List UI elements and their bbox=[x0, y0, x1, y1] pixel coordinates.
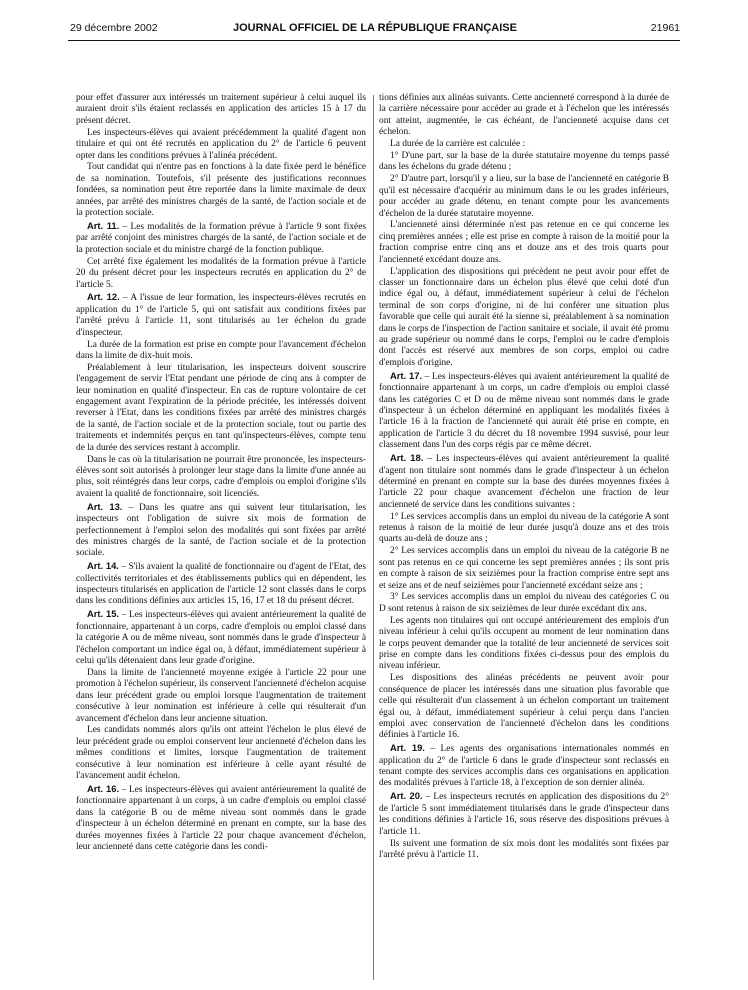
paragraph bbox=[76, 455, 366, 501]
paragraph bbox=[379, 742, 669, 790]
paragraph-text: La durée de la carrière est calculée : bbox=[390, 139, 526, 150]
paragraph bbox=[379, 151, 669, 174]
paragraph-text: – Les inspecteurs recrutés en application des dispositions du 2° de l'article 5 sont immédiatement titularisés dans le grade d'inspecteur dans les conditions définies à l'article 16, sous réserve des dispositions prévues à l'article 11. bbox=[379, 792, 669, 837]
article-number: Art. 18. bbox=[390, 452, 424, 464]
paragraph-text: – Dans les quatre ans qui suivent leur titularisation, les inspecteurs ont l'obligation de suivre six mois de formation de perfectionnement à l'emploi selon des modalités qui sont fixées par arrêté des ministres chargés de la santé, de l'action sociale et de la protection sociale. bbox=[76, 502, 366, 559]
paragraph-text: tions définies aux alinéas suivants. Cette ancienneté correspond à la durée de la carrière nécessaire pour accéder au grade et à l'échelon que les intéressés ont atteint, augmentée, le cas échéant, de l'ancienneté acquise dans cet échelon. bbox=[379, 93, 669, 138]
header-rule bbox=[68, 40, 680, 41]
paragraph bbox=[379, 452, 669, 511]
paragraph-text: 1° D'une part, sur la base de la durée statutaire moyenne du temps passé dans les échelons du grade détenu ; bbox=[379, 151, 669, 173]
paragraph-text: Dans le cas où la titularisation ne pourrait être prononcée, les inspecteurs-élèves sont soit autorisés à prolonger leur stage dans la limite d'une année au plus, soit réintégrés dans leur corps, cadre d'emplois ou emploi d'origine s'ils avaient la qualité de fonctionnaire, soit licenciés. bbox=[76, 454, 366, 499]
article-number: Art. 14. bbox=[87, 560, 119, 572]
paragraph-text: 2° Les services accomplis dans un emploi du niveau de la catégorie B ne sont pas retenus en ce qui concerne les sept premières années ; ils sont pris en compte à raison de six seizièmes pour la fraction comprise entre sept ans et seize ans et de neuf seizièmes pour l'ancienneté excédant seize ans ; bbox=[379, 546, 669, 591]
paragraph bbox=[76, 291, 366, 339]
paragraph-text: Ils suivent une formation de six mois dont les modalités sont fixées par l'arrêté prévu à l'article 11. bbox=[379, 838, 669, 860]
left-column bbox=[76, 93, 366, 985]
paragraph bbox=[379, 139, 669, 150]
paragraph bbox=[76, 257, 366, 291]
article-number: Art. 16. bbox=[87, 782, 120, 794]
paragraph-text: Cet arrêté fixe également les modalités de la formation prévue à l'article 20 du présent décret pour les inspecteurs recrutés en application du 2° de l'article 5. bbox=[76, 256, 366, 290]
paragraph bbox=[379, 267, 669, 370]
paragraph bbox=[379, 512, 669, 546]
paragraph-text: pour effet d'assurer aux intéressés un traitement supérieur à celui auquel ils auraient droit s'ils étaient reclassés en application des articles 15 à 17 du présent décret. bbox=[76, 93, 366, 126]
paragraph bbox=[76, 363, 366, 454]
paragraph bbox=[76, 668, 366, 725]
paragraph bbox=[76, 725, 366, 782]
paragraph-text: – Les inspecteurs-élèves qui avaient antérieurement la qualité de fonctionnaire appartenant à un corps, un cadre d'emplois ou emploi classé dans les catégories C et D ou de même niveau sont nommés dans le grade d'inspecteur à un échelon déterminé en appliquant les modalités fixées à l'article 16 à la fraction de l'ancienneté qui aurait été prise en compte, en application de l'article 3 du décret du 18 novembre 1994 susvisé, pour leur classement dans l'un des corps régis par ce même décret. bbox=[379, 371, 669, 451]
paragraph bbox=[76, 340, 366, 363]
issue-date: 29 décembre 2002 bbox=[70, 22, 158, 34]
article-number: Art. 12. bbox=[87, 291, 120, 303]
paragraph-text: – A l'issue de leur formation, les inspecteurs-élèves recrutés en application du 1° de l'article 5, qui ont satisfait aux conditions fixées par l'arrêté prévu à l'article 11, sont titularisés au 1er échelon du grade d'inspecteur. bbox=[76, 293, 366, 338]
right-column bbox=[379, 93, 669, 985]
paragraph-text: Dans la limite de l'ancienneté moyenne exigée à l'article 22 pour une promotion à l'échelon supérieur, ils conservent l'ancienneté d'échelon acquise dans leur précédent grade ou emploi lorsque l'augmentation de traitement consécutive à leur nomination est inférieure à celle qui résulterait d'un avancement d'échelon dans leur ancienne situation. bbox=[76, 667, 366, 724]
article-number: Art. 20. bbox=[390, 790, 423, 802]
paragraph bbox=[379, 673, 669, 741]
article-number: Art. 13. bbox=[87, 500, 123, 512]
paragraph bbox=[379, 174, 669, 220]
page-header bbox=[70, 22, 680, 36]
paragraph-text: – Les inspecteurs-élèves qui avaient antérieurement la qualité de fonctionnaire, appartenant à un corps, cadre d'emplois ou emploi classé dans la catégorie A ou de même niveau, sont nommés dans le grade d'inspecteur à l'échelon comportant un indice égal ou, à défaut, immédiatement supérieur à celui qu'ils détenaient dans leur grade d'origine. bbox=[76, 610, 366, 666]
paragraph bbox=[379, 93, 669, 139]
paragraph-text: Tout candidat qui n'entre pas en fonctions à la date fixée perd le bénéfice de sa nomination. Toutefois, s'il présente des justifications reconnues fondées, sa nomination peut être reportée dans la limite maximale de deux années, par arrêté des ministres chargés de la santé, de l'action sociale et de la protection sociale. bbox=[76, 162, 366, 219]
paragraph-text: – Les modalités de la formation prévue à l'article 9 sont fixées par arrêté conjoint des ministres chargés de la santé, de l'action sociale et de la protection sociale et du ministre chargé de la fonction publique. bbox=[76, 221, 366, 255]
article-number: Art. 15. bbox=[87, 608, 120, 620]
paragraph-text: – Les inspecteurs-élèves qui avaient antérieurement la qualité de fonctionnaire appartenant à un corps, à un cadre d'emplois ou emploi classé dans la catégorie B ou de même niveau sont nommés dans le grade d'inspecteur à un échelon déterminé en prenant en compte, sur la base des durées moyennes fixées à l'article 22 pour chaque avancement d'échelon, leur ancienneté dans cette catégorie dans les condi- bbox=[76, 784, 366, 852]
paragraph-text: Les agents non titulaires qui ont occupé antérieurement des emplois d'un niveau inférieur à celui qu'ils occupent au moment de leur nomination dans le corps peuvent demander que la totalité de leur ancienneté de services soit prise en compte dans les conditions fixées ci-dessus pour des emplois du niveau inférieur. bbox=[379, 615, 669, 672]
paragraph bbox=[76, 128, 366, 162]
paragraph bbox=[76, 501, 366, 560]
paragraph-text: L'application des dispositions qui précèdent ne peut avoir pour effet de classer un fonctionnaire dans un échelon plus élevé que celui doté d'un indice égal ou, à défaut, immédiatement supérieur à celui de l'échelon terminal de son corps d'origine, ni de lui conférer une situation plus favorable que celle qui aurait été la sienne si, préalablement à sa nomination dans le corps de l'inspection de l'action sanitaire et sociale, il avait été promu au grade supérieur ou nommé dans le corps, l'emploi ou le cadre d'emplois dont l'accès est réservé aux membres de son corps, emploi ou cadre d'emplois d'origine. bbox=[379, 266, 669, 368]
paragraph-text: Les dispositions des alinéas précédents ne peuvent avoir pour conséquence de placer les intéressés dans une situation plus favorable que celle qui résulterait d'un classement à un échelon comportant un traitement égal ou, à défaut, immédiatement supérieur à celui perçu dans l'ancien emploi avec conservation de l'ancienneté d'échelon dans les conditions définies à l'article 16. bbox=[379, 673, 669, 741]
paragraph-text: Préalablement à leur titularisation, les inspecteurs doivent souscrire l'engagement de servir l'Etat pendant une période de cinq ans à compter de leur nomination en qualité d'inspecteur. En cas de rupture volontaire de cet engagement avant l'expiration de la période précitée, les intéressés doivent reverser à l'Etat, dans les conditions fixées par arrêté des ministres chargés de la santé, de l'action sociale et de la protection sociale, tout ou partie des traitements et indemnités perçus en tant qu'inspecteurs-élèves, compte tenu de la durée des services restant à accomplir. bbox=[76, 362, 366, 453]
paragraph-text: 2° D'autre part, lorsqu'il y a lieu, sur la base de l'ancienneté en catégorie B qu'il est nécessaire d'acquérir au minimum dans le ou les grades inférieurs, pour accéder au grade détenu, en tenant compte pour les avancements d'échelon de la durée statutaire moyenne. bbox=[379, 174, 669, 219]
paragraph bbox=[379, 592, 669, 615]
article-number: Art. 19. bbox=[390, 742, 425, 754]
paragraph-text: Les candidats nommés alors qu'ils ont atteint l'échelon le plus élevé de leur précédent grade ou emploi conservent leur ancienneté d'échelon dans les mêmes conditions et limites, lorsque l'augmentation de traitement consécutive à leur nomination est inférieure à celle ayant résulté de l'avancement audit échelon. bbox=[76, 725, 366, 782]
paragraph bbox=[76, 608, 366, 667]
article-number: Art. 17. bbox=[390, 369, 423, 381]
paragraph bbox=[76, 783, 366, 853]
paragraph bbox=[76, 162, 366, 219]
paragraph bbox=[379, 839, 669, 862]
paragraph-text: 1° Les services accomplis dans un emploi du niveau de la catégorie A sont retenus à raison de la moitié de leur durée jusqu'à douze ans et des trois quarts au-delà de douze ans ; bbox=[379, 511, 669, 545]
paragraph bbox=[76, 220, 366, 256]
column-divider bbox=[373, 95, 374, 980]
paragraph-text: La durée de la formation est prise en compte pour l'avancement d'échelon dans la limite de dix-huit mois. bbox=[76, 339, 366, 361]
paragraph-text: – S'ils avaient la qualité de fonctionnaire ou d'agent de l'Etat, des collectivités territoriales et des établissements publics qui en dépendent, les inspecteurs titularisés en application de l'article 12 sont classés dans le corps dans les conditions définies aux articles 15, 16, 17 et 18 du présent décret. bbox=[76, 562, 366, 607]
paragraph bbox=[379, 616, 669, 673]
paragraph bbox=[76, 560, 366, 608]
page-number: 21961 bbox=[650, 22, 680, 34]
paragraph-text: – Les inspecteurs-élèves qui avaient antérieurement la qualité d'agent non titulaire sont nommés dans le grade d'inspecteur à un échelon déterminé en prenant en compte sur la base des durées moyennes fixées à l'article 22 pour chaque avancement d'échelon une fraction de leur ancienneté de service dans les conditions suivantes : bbox=[379, 454, 669, 510]
paragraph bbox=[379, 220, 669, 266]
paragraph bbox=[379, 546, 669, 592]
paragraph-text: 3° Les services accomplis dans un emploi du niveau des catégories C ou D sont retenus à raison de six seizièmes de leur durée excédant dix ans. bbox=[379, 592, 669, 614]
paragraph-text: L'ancienneté ainsi déterminée n'est pas retenue en ce qui concerne les cinq premières années ; elle est prise en compte à raison de la moitié pour la fraction comprise entre cinq ans et douze ans et des trois quarts pour l'ancienneté excédant douze ans. bbox=[379, 220, 669, 265]
paragraph-text: – Les agents des organisations internationales nommés en application du 2° de l'article 6 dans le grade d'inspecteur sont reclassés en tenant compte des services accomplis dans ces organisations en application des modalités prévues à l'article 18, à l'exception de son dernier alinéa. bbox=[379, 744, 669, 789]
article-number: Art. 11. bbox=[87, 219, 120, 231]
paragraph bbox=[76, 93, 366, 127]
paragraph bbox=[379, 790, 669, 838]
paragraph bbox=[379, 370, 669, 452]
paragraph-text: Les inspecteurs-élèves qui avaient précédemment la qualité d'agent non titulaire et qui ont été recrutés en application du 2° de l'article 6 peuvent opter dans les conditions prévues à l'alinéa précédent. bbox=[76, 127, 366, 161]
journal-title: JOURNAL OFFICIEL DE LA RÉPUBLIQUE FRANÇAISE bbox=[233, 22, 517, 34]
